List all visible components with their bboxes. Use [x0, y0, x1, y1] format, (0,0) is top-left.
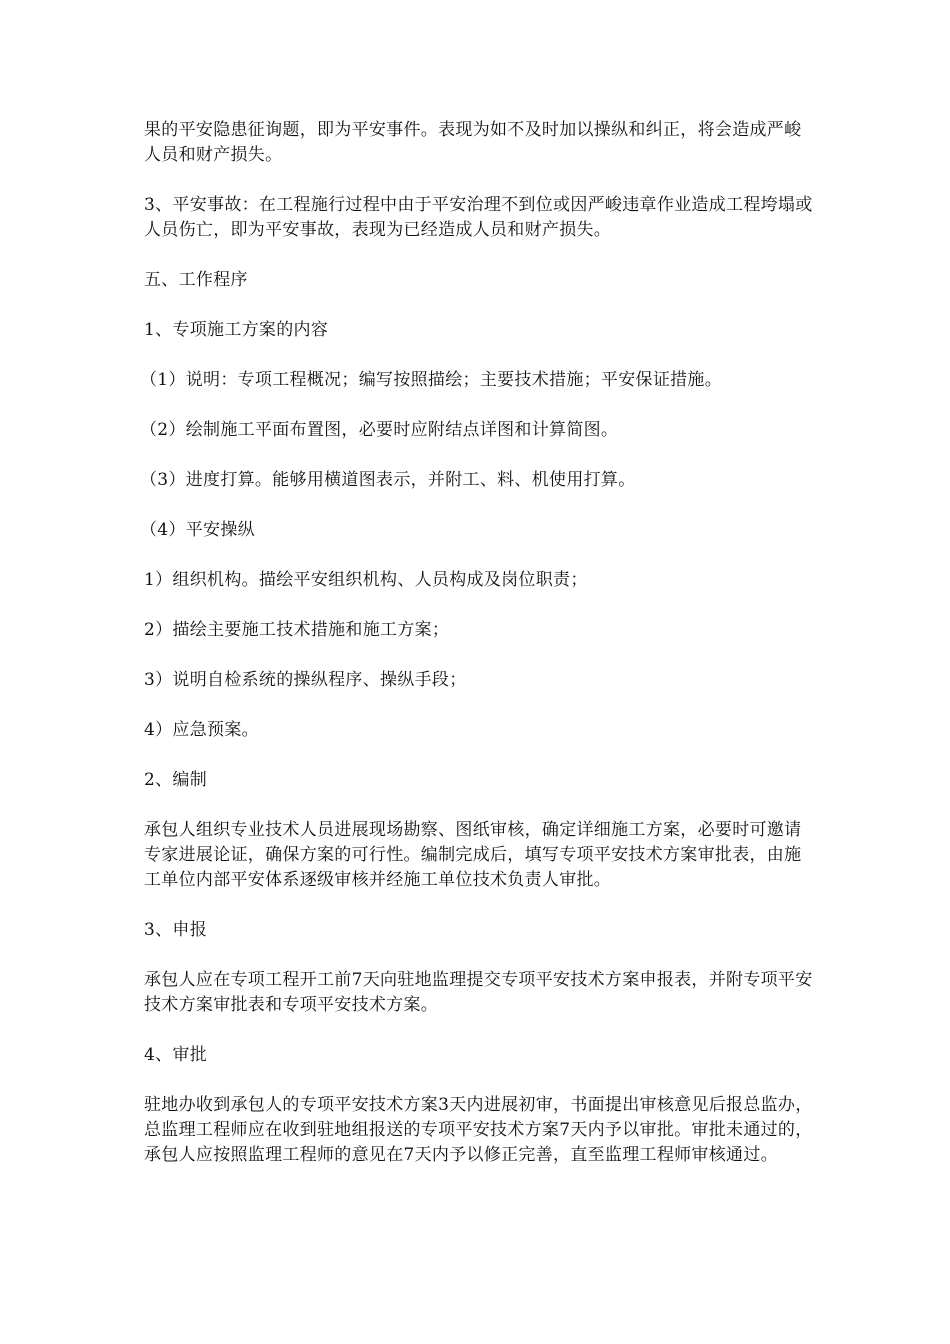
sub-item-4: 4）应急预案。	[144, 720, 259, 740]
document-page	[140, 118, 816, 1168]
heading-approval: 4、审批	[144, 1045, 208, 1065]
paragraph-approval: 驻地办收到承包人的专项平安技术方案3天内进展初审，书面提出审核意见后报总监办，总监理工程师应在收到驻地组报送的专项平安技术方案7天内予以审批。审批未通过的，承包人应按照监理工程师的意见在7天内予以修正完善，直至监理工程师审核通过。	[144, 1095, 813, 1165]
heading-compile: 2、编制	[144, 770, 208, 790]
list-item-1: （1）说明：专项工程概况；编写按照描绘；主要技术措施；平安保证措施。	[140, 370, 723, 390]
list-item-3: （3）进度打算。能够用横道图表示，并附工、料、机使用打算。	[140, 470, 636, 490]
heading-plan-content: 1、专项施工方案的内容	[144, 320, 329, 340]
paragraph-safety-accident: 3、平安事故：在工程施行过程中由于平安治理不到位或因严峻违章作业造成工程垮塌或人员伤亡，即为平安事故，表现为已经造成人员和财产损失。	[144, 195, 813, 240]
sub-item-3: 3）说明自检系统的操纵程序、操纵手段；	[144, 670, 467, 690]
heading-submit: 3、申报	[144, 920, 208, 940]
paragraph-safety-event-continued: 果的平安隐患征询题，即为平安事件。表现为如不及时加以操纵和纠正，将会造成严峻人员和财产损失。	[144, 120, 802, 165]
paragraph-compile: 承包人组织专业技术人员进展现场勘察、图纸审核，确定详细施工方案，必要时可邀请专家进展论证，确保方案的可行性。编制完成后，填写专项平安技术方案审批表，由施工单位内部平安体系逐级审核并经施工单位技术负责人审批。	[144, 820, 802, 890]
sub-item-1: 1）组织机构。描绘平安组织机构、人员构成及岗位职责；	[144, 570, 588, 590]
list-item-4: （4）平安操纵	[140, 520, 255, 540]
list-item-2: （2）绘制施工平面布置图，必要时应附结点详图和计算简图。	[140, 420, 619, 440]
sub-item-2: 2）描绘主要施工技术措施和施工方案；	[144, 620, 450, 640]
paragraph-submit: 承包人应在专项工程开工前7天向驻地监理提交专项平安技术方案申报表，并附专项平安技术方案审批表和专项平安技术方案。	[144, 970, 813, 1015]
heading-work-procedure: 五、工作程序	[144, 270, 248, 290]
